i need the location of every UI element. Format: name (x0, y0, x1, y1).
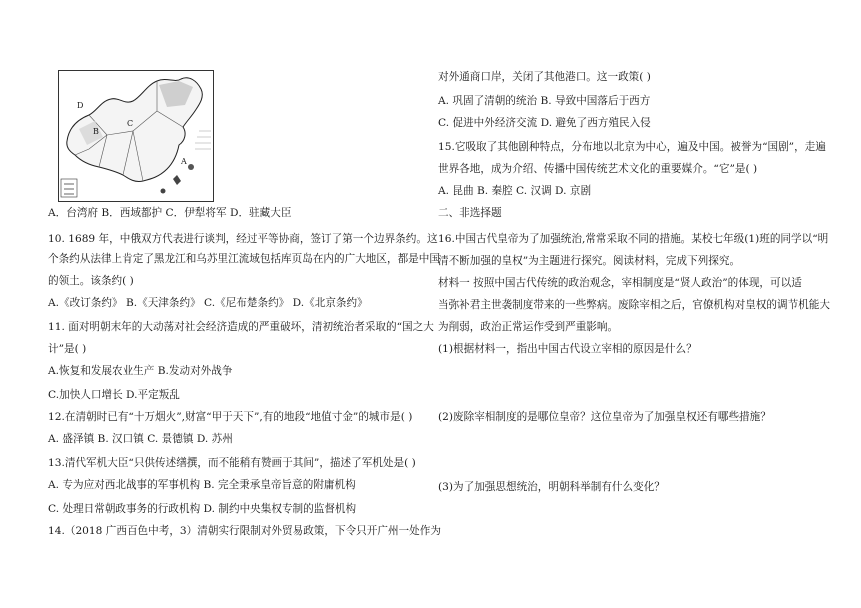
map-label-c: C (127, 119, 134, 128)
q10-line-3: 的领土。该条约( ) (48, 275, 134, 287)
q12-line-1: 12.在清朝时已有“十万烟火”,财富“甲于天下”,有的地段“地值寸金”的城市是( ) (48, 411, 413, 423)
q12-options: A. 盛泽镇 B. 汉口镇 C. 景德镇 D. 苏州 (48, 433, 233, 445)
china-map-image (58, 70, 214, 202)
q16-sub-3: (3)为了加强思想统治，明朝科举制有什么变化？ (438, 481, 665, 493)
q11-line-2: 计”是( ) (48, 343, 87, 355)
q11-options-cd: C.加快人口增长 D.平定叛乱 (48, 389, 180, 401)
material-1-line-2: 当弥补君主世袭制度带来的一些弊病。废除宰相之后，官僚机构对皇权的调节机能大 (438, 299, 830, 311)
q16-sub-1: (1)根据材料一，指出中国古代设立宰相的原因是什么？ (438, 343, 697, 355)
map-drawing (59, 71, 213, 201)
q14-options-cd: C. 促进中外经济交流 D. 避免了西方殖民入侵 (438, 117, 651, 129)
map-label-a: A (181, 157, 187, 166)
q11-line-1: 11. 面对明朝末年的大动荡对社会经济造成的严重破坏，清初统治者采取的“国之大 (48, 321, 434, 333)
q16-line-2: 清不断加强的皇权”为主题进行探究。阅读材料，完成下列探究。 (438, 255, 741, 267)
q16-line-1: 16.中国古代皇帝为了加强统治,常常采取不同的措施。某校七年级(1)班的同学以“明 (438, 233, 829, 245)
material-1-line-1: 材料一 按照中国古代传统的政治观念，宰相制度是“贤人政治”的体现，可以适 (438, 277, 802, 289)
q13-line-1: 13.清代军机大臣“只供传述缮撰，而不能稍有赞画于其间”，描述了军机处是( ) (48, 457, 416, 469)
map-label-b: B (93, 127, 99, 136)
q10-options: A.《改订条约》 B.《天津条约》 C.《尼布楚条约》 D.《北京条约》 (48, 297, 368, 309)
q11-options-ab: A.恢复和发展农业生产 B.发动对外战争 (48, 365, 233, 377)
q14-line-1: 14.（2018 广西百色中考，3）清朝实行限制对外贸易政策，下令只开广州一处作为 (48, 525, 441, 537)
q9-options: A．台湾府 B．西域都护 C．伊犁将军 D．驻藏大臣 (48, 207, 292, 219)
q14-options-ab: A. 巩固了清朝的统治 B. 导致中国落后于西方 (438, 95, 651, 107)
material-1-line-3: 为削弱，政治正常运作受到严重影响。 (438, 321, 619, 333)
q15-options: A. 昆曲 B. 秦腔 C. 汉调 D. 京剧 (438, 185, 592, 197)
q15-line-1: 15.它吸取了其他剧种特点，分布地以北京为中心，遍及中国。被誉为“国剧”，走遍 (438, 141, 826, 153)
q13-options-ab: A. 专为应对西北战事的军事机构 B. 完全秉承皇帝旨意的附庸机构 (48, 479, 356, 491)
q14-line-2: 对外通商口岸，关闭了其他港口。这一政策( ) (438, 71, 651, 83)
q10-line-2: 个条约从法律上肯定了黑龙江和乌苏里江流域包括库页岛在内的广大地区，都是中国 (48, 253, 440, 265)
q16-sub-2: (2)废除宰相制度的是哪位皇帝？这位皇帝为了加强皇权还有哪些措施？ (438, 411, 771, 423)
section-2-heading: 二、非选择题 (438, 207, 502, 219)
q10-line-1: 10. 1689 年，中俄双方代表进行谈判，经过平等协商，签订了第一个边界条约。这 (48, 233, 438, 245)
q15-line-2: 世界各地，成为介绍、传播中国传统艺术文化的重要媒介。“它”是( ) (438, 163, 758, 175)
map-label-d: D (77, 101, 84, 110)
q13-options-cd: C. 处理日常朝政事务的行政机构 D. 制约中央集权专制的监督机构 (48, 503, 357, 515)
